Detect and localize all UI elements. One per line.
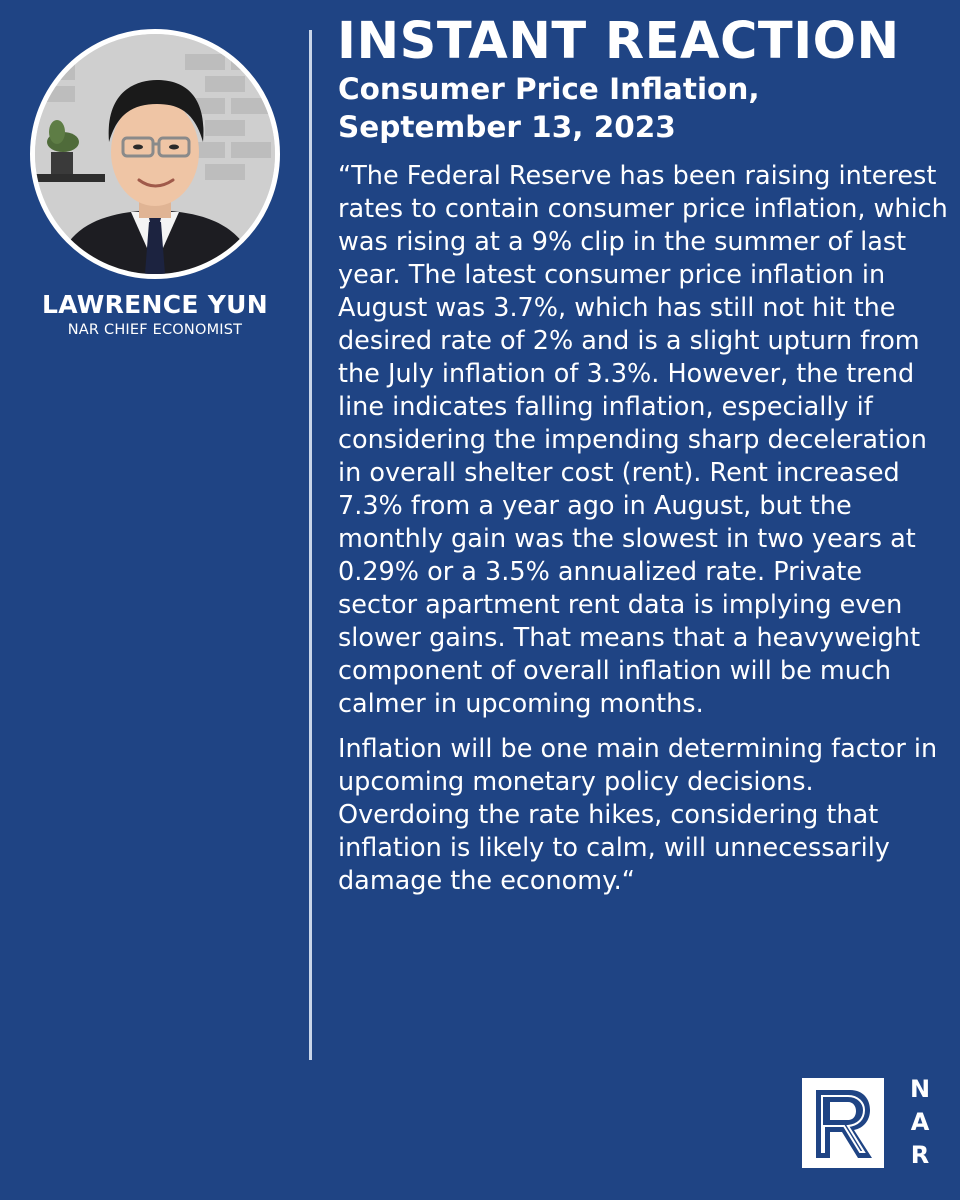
realtor-r-icon [802, 1078, 884, 1168]
quote-body [338, 160, 948, 898]
speaker-name: LAWRENCE YUN [41, 290, 269, 319]
quote-paragraph-2: Inflation will be one main determining factor in upcoming monetary policy decisions. Overdoing the rate hikes, considering that inflation is likely to calm, will unnecessarily damage the economy.“ [338, 734, 938, 896]
quote-paragraph-1: “The Federal Reserve has been raising interest rates to contain consumer price inflation, which was rising at a 9% clip in the summer of last year. The latest consumer price inflation in August was 3.7%, which has still not hit the desired rate of 2% and is a slight upturn from the July inflation of 3.3%. However, the trend line indicates falling inflation, especially if considering the impending sharp deceleration in overall shelter cost (rent). Rent increased 7.3% from a year ago in August, but the monthly gain was the slowest in two years at 0.29% or a 3.5% annualized rate. Private sector apartment rent data is implying even slower gains. That means that a heavyweight component of overall inflation will be much calmer in upcoming months. [338, 161, 948, 719]
page-subtitle [338, 70, 938, 146]
subtitle-line-2: September 13, 2023 [338, 110, 676, 144]
speaker-portrait-image [35, 34, 275, 274]
nar-letter-r: R [910, 1141, 930, 1169]
speaker-portrait [30, 29, 280, 279]
nar-letter-n: N [909, 1075, 931, 1103]
nar-logo-mark [802, 1078, 884, 1168]
page-title: INSTANT REACTION [337, 12, 900, 71]
subtitle-line-1: Consumer Price Inflation, [338, 72, 760, 106]
nar-logo-text [905, 1073, 935, 1172]
speaker-role: NAR CHIEF ECONOMIST [67, 322, 243, 338]
vertical-divider [309, 30, 312, 1060]
nar-letter-a: A [910, 1108, 930, 1136]
